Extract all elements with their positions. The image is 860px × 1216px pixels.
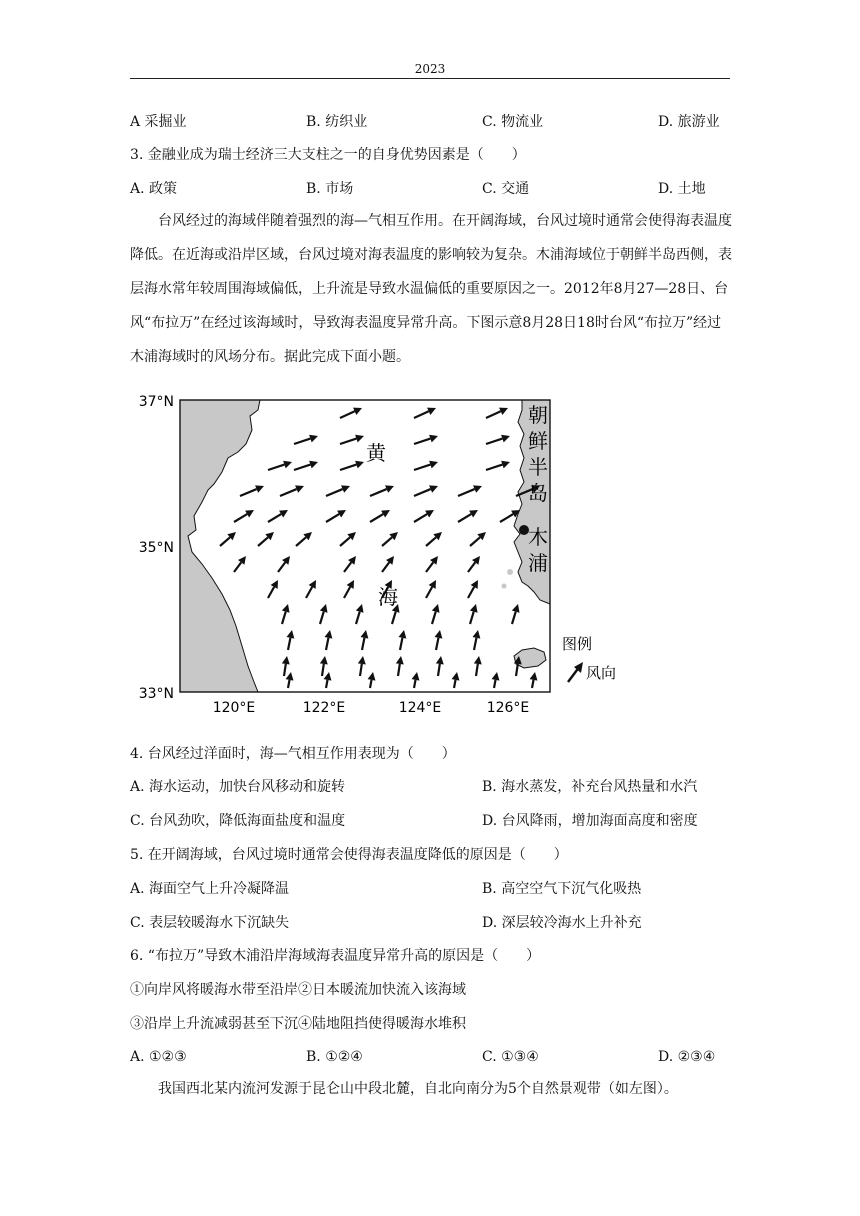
peninsula-char: 鲜	[528, 429, 548, 453]
q4-stem: 4. 台风经过洋面时，海—气相互作用表现为（ ）	[130, 746, 456, 762]
q6-items-line2: ③沿岸上升流减弱甚至下沉④陆地阻挡使得暖海水堆积	[130, 1016, 466, 1032]
passage-inland-river: 我国西北某内流河发源于昆仑山中段北麓，自北向南分为5个自然景观带（如左图）。	[158, 1081, 678, 1097]
q4-option-a: A. 海水运动，加快台风移动和旋转	[130, 779, 346, 795]
sea-label-hai: 海	[378, 585, 398, 609]
q5-option-d: D. 深层较冷海水上升补充	[482, 915, 642, 931]
peninsula-char: 半	[528, 455, 548, 479]
island-dot	[502, 584, 507, 589]
q3-option-c: C. 交通	[482, 181, 530, 197]
sea-label-huang: 黄	[366, 441, 386, 465]
lon-label-122: 122°E	[302, 700, 346, 716]
q5-stem: 5. 在开阔海域，台风过境时通常会使得海表温度降低的原因是（ ）	[130, 847, 568, 863]
q2-option-b: B. 纺织业	[306, 114, 368, 130]
header-rule	[130, 78, 730, 79]
q6-option-c: C. ①③④	[482, 1049, 539, 1065]
q3-option-b: B. 市场	[306, 181, 354, 197]
q3-option-a: A. 政策	[130, 181, 178, 197]
lat-label-35: 35°N	[138, 540, 174, 556]
legend-item-wind: 风向	[586, 664, 617, 682]
q3-stem: 3. 金融业成为瑞士经济三大支柱之一的自身优势因素是（ ）	[130, 147, 526, 163]
city-label-char: 浦	[528, 551, 548, 575]
q5-option-a: A. 海面空气上升冷凝降温	[130, 881, 290, 897]
q6-items-line1: ①向岸风将暖海水带至沿岸②日本暖流加快流入该海域	[130, 982, 466, 998]
city-label-char: 木	[528, 525, 548, 549]
q5-option-c: C. 表层较暖海水下沉缺失	[130, 915, 290, 931]
peninsula-char: 朝	[528, 403, 548, 427]
q6-option-a: A. ①②③	[130, 1049, 187, 1065]
lat-label-33: 33°N	[138, 686, 174, 702]
lon-label-126: 126°E	[486, 700, 530, 716]
q5-option-b: B. 高空空气下沉气化吸热	[482, 881, 642, 897]
legend-title: 图例	[562, 635, 593, 653]
island-dot	[507, 569, 513, 575]
q2-option-a: A 采掘业	[130, 114, 187, 130]
peninsula-char: 岛	[528, 481, 548, 505]
q4-option-b: B. 海水蒸发，补充台风热量和水汽	[482, 779, 698, 795]
q2-option-d: D. 旅游业	[658, 114, 720, 130]
q4-option-c: C. 台风劲吹，降低海面盐度和温度	[130, 813, 346, 829]
lon-label-120: 120°E	[212, 700, 256, 716]
passage-typhoon: 台风经过的海域伴随着强烈的海—气相互作用。在开阔海域，台风过境时通常会使得海表温度降低。在近海或沿岸区域，台风过境对海表温度的影响较为复杂。木浦海域位于朝鲜半岛西侧，表层海水常年较周围海域偏低，上升流是导致水温偏低的重要原因之一。2012年8月27—28日、台风“布拉万”在经过该海域时，导致海表温度异常升高。下图示意8月28日18时台风“布拉万”经过木浦海域时的风场分布。据此完成下面小题。	[130, 213, 732, 365]
q6-option-b: B. ①②④	[306, 1049, 363, 1065]
wind-field-map	[130, 386, 630, 718]
lon-label-124: 124°E	[398, 700, 442, 716]
lat-label-37: 37°N	[138, 394, 174, 410]
q6-stem: 6. “布拉万”导致木浦沿岸海域海表温度异常升高的原因是（ ）	[130, 948, 541, 964]
q4-option-d: D. 台风降雨，增加海面高度和密度	[482, 813, 698, 829]
page-header-year: 2023	[414, 62, 446, 76]
q6-option-d: D. ②③④	[658, 1049, 716, 1065]
q2-option-c: C. 物流业	[482, 114, 544, 130]
legend-arrow-icon	[568, 662, 583, 682]
q3-option-d: D. 土地	[658, 181, 706, 197]
